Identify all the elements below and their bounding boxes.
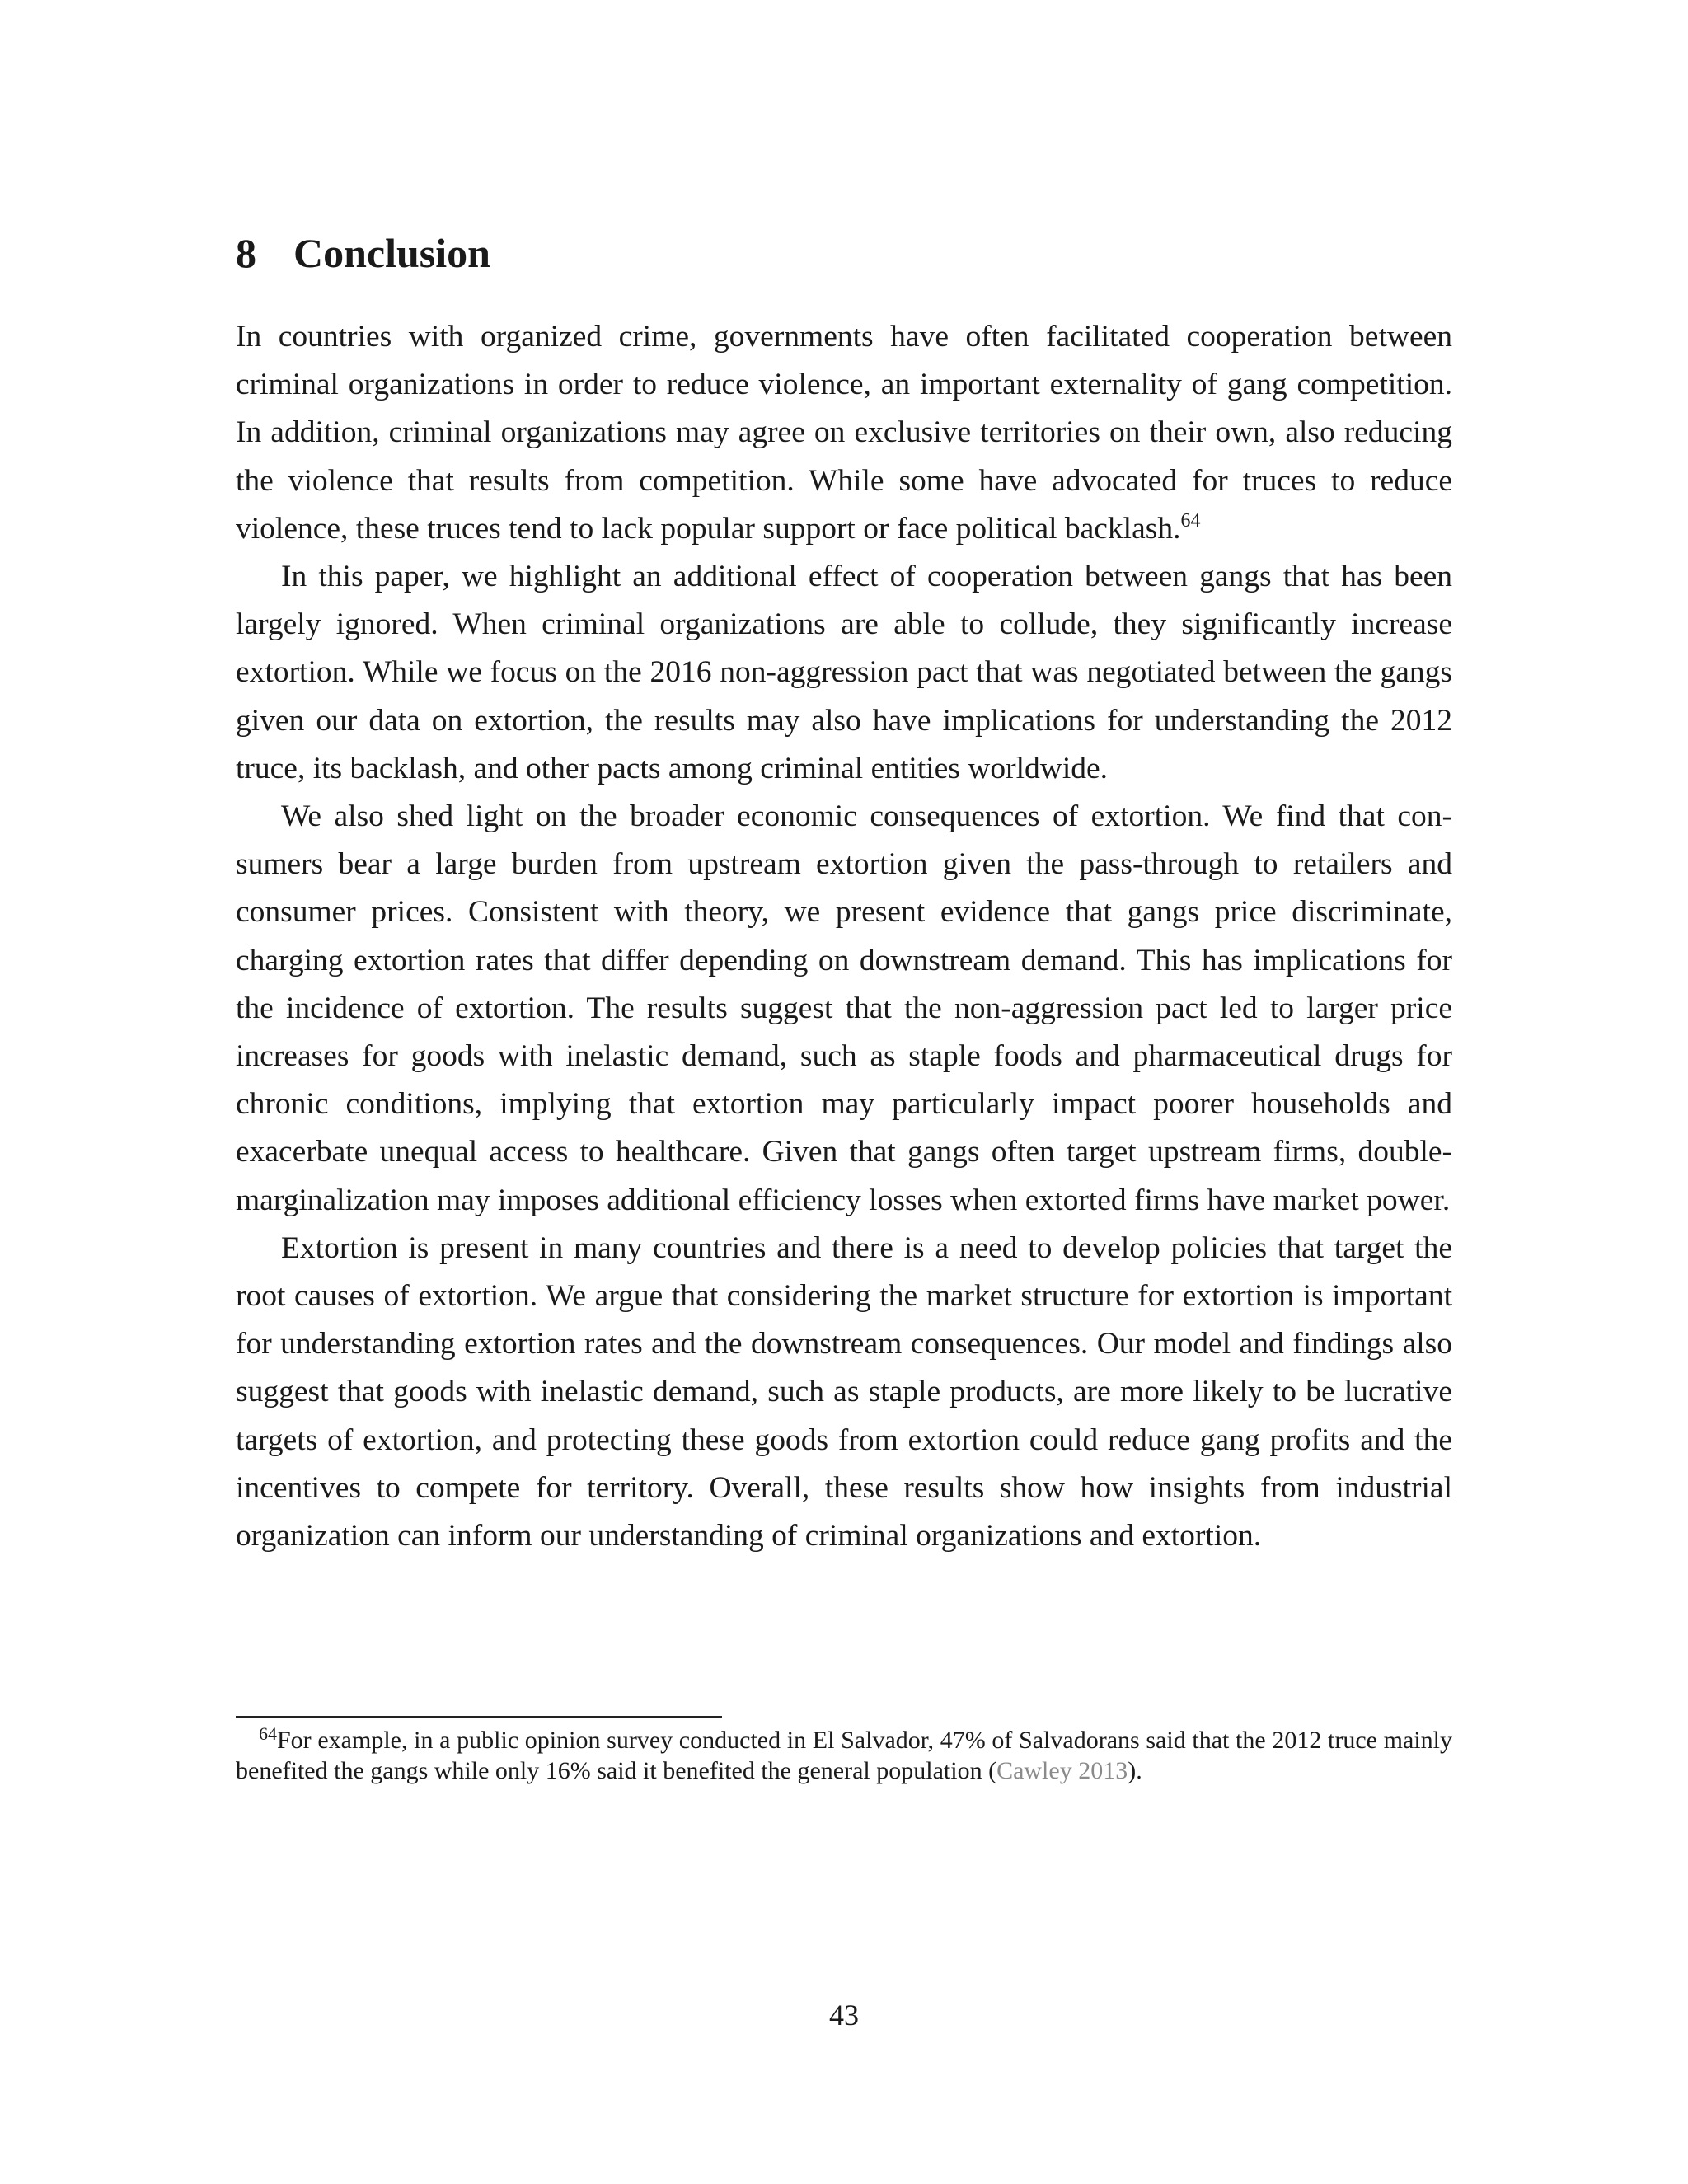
footnote-text-end: ). (1128, 1757, 1142, 1784)
footnote-reference[interactable]: 64 (1180, 509, 1201, 532)
footnote-divider (236, 1716, 722, 1718)
section-number: 8 (236, 230, 256, 276)
section-title: Conclusion (293, 230, 490, 276)
body-text (236, 313, 1452, 1560)
paragraph-4: Extortion is present in many countries and there is a need to develop policies that target the root causes of extortion. We argue that considering the market structure for extortion is important for understanding extortion rates and the downstream consequences. Our model and findings also suggest that goods with inelastic demand, such as staple products, are more likely to be lucrative targets of extortion, and protecting these goods from extortion could reduce gang profits and the incentives to compete for territory. Overall, these results show how insights from industrial organization can inform our understanding of criminal organizations and extortion. (236, 1230, 1452, 1554)
footnote-text: For example, in a public opinion survey conducted in El Salvador, 47% of Salvadorans said that the 2012 truce mainly benefited the gangs while only 16% said it benefited the general population ( (236, 1727, 1452, 1784)
citation-link[interactable]: Cawley 2013 (996, 1757, 1128, 1784)
paragraph-2: In this paper, we highlight an additional effect of cooperation between gangs that has been largely ignored. When criminal organizations are able to collude, they significantly increase extortion. While we focus on the 2016 non-aggression pact that was negotiated between the gangs given our data on extortion, the results may also have implications for understanding the 2012 truce, its backlash, and other pacts among criminal entities worldwide. (236, 560, 1452, 785)
footnote-marker: 64 (259, 1723, 277, 1744)
paragraph-1-text: In countries with organized crime, governments have often facilitated cooperation between criminal organizations in order to reduce violence, an important externality of gang competition. In addition, criminal organizations may agree on exclusive territories on their own, also reducing the violence that results from competition. While some have advocated for truces to reduce violence, these truces tend to lack popular support or face political backlash. (236, 320, 1452, 546)
section-heading (236, 224, 490, 282)
page-number: 43 (829, 1999, 859, 2032)
footnote (236, 1725, 1452, 1786)
paragraph-3: We also shed light on the broader economic consequences of extortion. We find that consumers bear a large burden from upstream extortion given the pass-through to retailers and consumer prices. Consistent with theory, we present evidence that gangs price discriminate, charging extortion rates that differ depending on downstream demand. This has implications for the incidence of extortion. The results suggest that the non-aggression pact led to larger price increases for goods with inelastic demand, such as staple foods and pharmaceutical drugs for chronic conditions, implying that extortion may particularly impact poorer households and exacerbate unequal access to healthcare. Given that gangs often target upstream firms, double-marginalization may imposes additional efficiency losses when extorted firms have market power. (236, 799, 1452, 1217)
paragraph-1 (236, 313, 1452, 553)
